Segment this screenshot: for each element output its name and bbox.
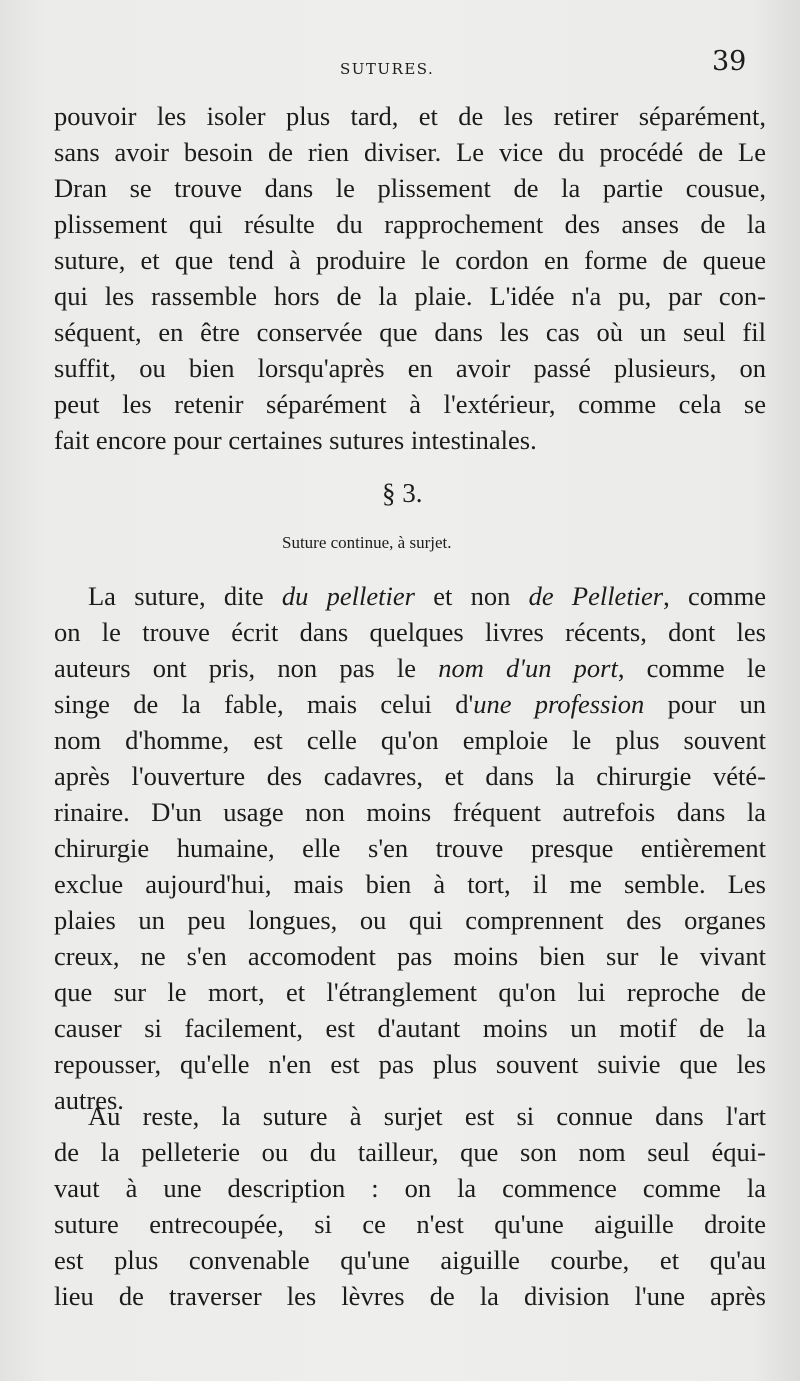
text-line: séquent, en être conservée que dans les cas où un seul fil [54, 317, 766, 347]
text-line: causer si facilement, est d'autant moins un motif de la [54, 1013, 766, 1043]
text-line: repousser, qu'elle n'en est pas plus souvent suivie que les [54, 1049, 766, 1079]
text-line: Dran se trouve dans le plissement de la partie cousue, [54, 173, 766, 203]
paragraph-1 [54, 98, 766, 458]
text-line: autres. [54, 1085, 124, 1115]
text-line: fait encore pour certaines sutures intestinales. [54, 425, 537, 455]
page-number: 39 [712, 46, 747, 77]
text-line: Au reste, la suture à surjet est si connue dans l'art [88, 1101, 766, 1131]
text-line: peut les retenir séparément à l'extérieur, comme cela se [54, 389, 766, 419]
text-line: de la pelleterie ou du tailleur, que son nom seul équi- [54, 1137, 766, 1167]
text-line: plissement qui résulte du rapprochement des anses de la [54, 209, 766, 239]
text-line: rinaire. D'un usage non moins fréquent autrefois dans la [54, 797, 766, 827]
text-line: vaut à une description : on la commence comme la [54, 1173, 766, 1203]
italic-phrase: nom d'un port [438, 653, 618, 683]
text-line: qui les rassemble hors de la plaie. L'idée n'a pu, par con- [54, 281, 766, 311]
section-number: § 3. [382, 478, 423, 508]
text-line: suture entrecoupée, si ce n'est qu'une aiguille droite [54, 1209, 766, 1239]
text-line: chirurgie humaine, elle s'en trouve presque entièrement [54, 833, 766, 863]
text-line: exclue aujourd'hui, mais bien à tort, il me semble. Les [54, 869, 766, 899]
text-line: suffit, ou bien lorsqu'après en avoir passé plusieurs, on [54, 353, 766, 383]
text-line: sans avoir besoin de rien diviser. Le vice du procédé de Le [54, 137, 766, 167]
text-line: auteurs ont pris, non pas le nom d'un port, comme le [54, 653, 767, 683]
text-line: nom d'homme, est celle qu'on emploie le plus souvent [54, 725, 766, 755]
section-title: Suture continue, à surjet. [282, 533, 452, 552]
text-line: singe de la fable, mais celui d'une profession pour un [54, 689, 767, 719]
text-line: La suture, dite du pelletier et non de Pelletier, comme [88, 581, 767, 611]
text-line: est plus convenable qu'une aiguille courbe, et qu'au [54, 1245, 766, 1275]
paragraph-3 [54, 1098, 766, 1314]
text-line: après l'ouverture des cadavres, et dans la chirurgie vété- [54, 761, 766, 791]
text-line: suture, et que tend à produire le cordon en forme de queue [54, 245, 766, 275]
text-line: pouvoir les isoler plus tard, et de les retirer séparément, [54, 101, 766, 131]
text-line: plaies un peu longues, ou qui comprennent des organes [54, 905, 766, 935]
text-line: que sur le mort, et l'étranglement qu'on lui reproche de [54, 977, 766, 1007]
italic-phrase: du pelletier [281, 581, 415, 611]
paragraph-2 [54, 578, 766, 1118]
text-line: creux, ne s'en accomodent pas moins bien sur le vivant [54, 941, 766, 971]
italic-phrase: une profession [473, 689, 645, 719]
text-line: on le trouve écrit dans quelques livres récents, dont les [54, 617, 766, 647]
italic-phrase: de Pelletier [528, 581, 664, 611]
running-head: SUTURES. [340, 60, 435, 78]
text-line: lieu de traverser les lèvres de la division l'une après [54, 1281, 766, 1311]
